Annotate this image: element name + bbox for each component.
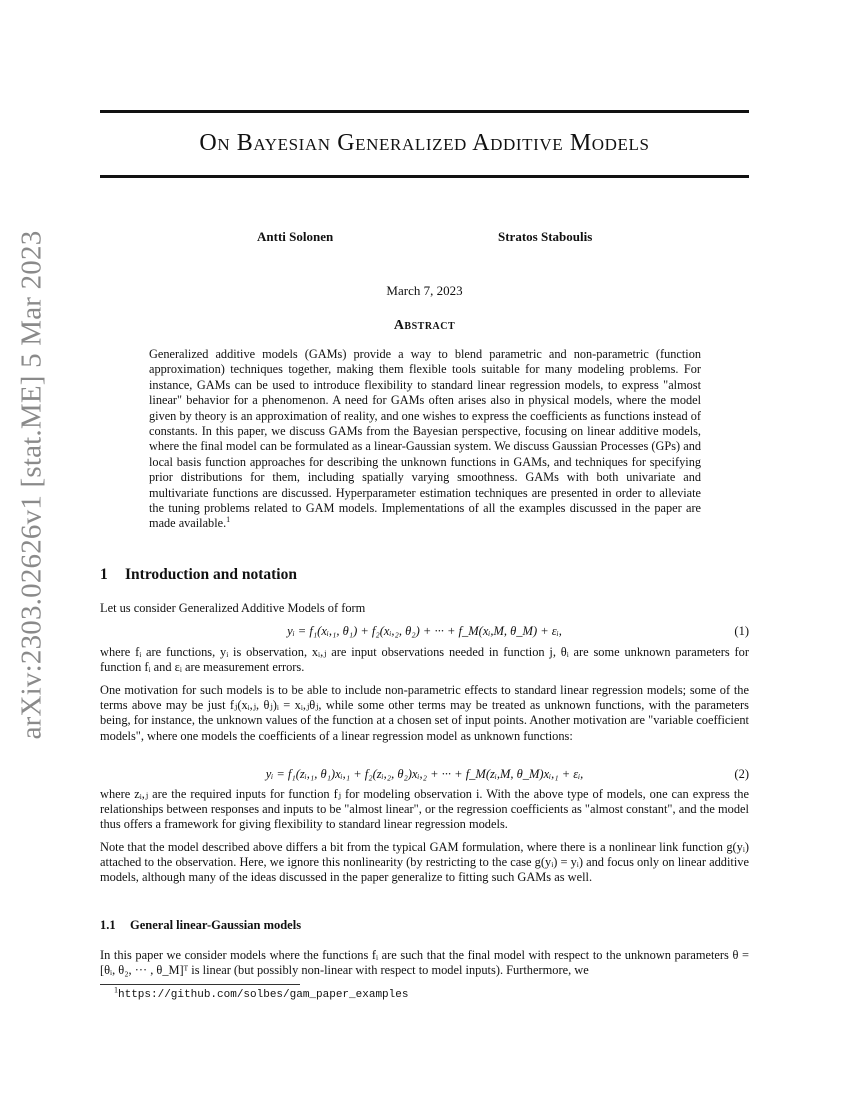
equation-number: (1)	[734, 624, 749, 638]
arxiv-identifier: arXiv:2303.02626v1 [stat.ME] 5 Mar 2023	[15, 230, 48, 740]
subsection-number: 1.1	[100, 918, 116, 932]
subsection-title: General linear-Gaussian models	[130, 918, 302, 932]
paragraph: Note that the model described above differs a bit from the typical GAM formulation, where there is a nonlinear link function g(yᵢ) attached to the observation. Here, we ignore this nonlinearity (by restricting to the case g(yᵢ) = yᵢ) and focus only on linear additive models, although many of the ideas discussed in the paper generalize to fitting such GAMs as well.	[100, 840, 749, 885]
equation-2	[100, 767, 749, 785]
author-1: Antti Solonen	[257, 229, 334, 244]
paper-title: On Bayesian Generalized Additive Models	[199, 130, 650, 156]
subsection-heading	[100, 918, 301, 933]
footnote-rule	[100, 984, 300, 985]
abstract-heading: Abstract	[393, 318, 456, 333]
paragraph: In this paper we consider models where the functions fᵢ are such that the final model with respect to the unknown parameters θ = [θᵢ, θ₂, ··· , θ_M]ᵀ is linear (but possibly non-linear with respect to model inputs). Furthermore, we	[100, 948, 749, 978]
paragraph: where fᵢ are functions, yᵢ is observation, xᵢ,ⱼ are input observations needed in function j, θᵢ are some unknown parameters for function fᵢ and εᵢ are measurement errors.	[100, 645, 749, 675]
footnote-number: 1	[114, 985, 118, 995]
paragraph: where zᵢ,ⱼ are the required inputs for function fⱼ for modeling observation i. With the above type of models, one can express the relationships between responses and inputs to be "almost linear", or the regression coefficients as "almost constant", and the model thus offers a framework for giving flexibility to standard linear regression models.	[100, 787, 749, 832]
arxiv-sidebar	[2, 230, 62, 740]
section-number: 1	[100, 566, 108, 583]
equation-formula: yᵢ = f₁(zᵢ,₁, θ₁)xᵢ,₁ + f₂(zᵢ,₂, θ₂)xᵢ,₂ + ··· + f_M(zᵢ,M, θ_M)xᵢ,₁ + εᵢ,	[265, 767, 584, 781]
paragraph: One motivation for such models is to be able to include non-parametric effects to standard linear regression models; some of the terms above may be just fⱼ(xᵢ,ⱼ, θⱼ)ᵢ = xᵢ,ⱼθⱼ, while some other terms may be treated as unknown functions, with the parameters being, for instance, the unknown values of the function at a chosen set of input points. Another motivation are "variable coefficient models", where one models the coefficients of a linear regression model as unknown functions:	[100, 683, 749, 743]
footnote-url[interactable]: https://github.com/solbes/gam_paper_examples	[118, 989, 409, 1001]
equation-formula: yᵢ = f₁(xᵢ,₁, θ₁) + f₂(xᵢ,₂, θ₂) + ··· + f_M(xᵢ,M, θ_M) + εᵢ,	[287, 624, 562, 638]
footnote-mark[interactable]: 1	[226, 515, 231, 525]
footnote	[114, 985, 409, 1001]
section-heading	[100, 566, 297, 584]
title-rule-bottom	[100, 175, 749, 178]
abstract-text: Generalized additive models (GAMs) provide a way to blend parametric and non-parametric (function approximation) techniques together, making them flexible tools suitable for many modeling problems. For instance, GAMs can be used to introduce flexibility to standard linear regression models, to express "almost linear" behavior for a phenomenon. A need for GAMs often arises also in physical models, where the model given by theory is an approximation of reality, and one wishes to express the coefficients as functions instead of constants. In this paper, we discuss GAMs from the Bayesian perspective, focusing on linear additive models, where the final model can be formulated as a linear-Gaussian system. We discuss Gaussian Processes (GPs) and local basis function approaches for describing the unknown functions in GAMs, and techniques for specifying prior distributions for them, including spatially varying smoothness. GAMs with both univariate and multivariate functions are discussed. Hyperparameter estimation techniques are presented in order to alleviate the tuning problems related to GAM models. Implementations of all the examples discussed in the paper are made available.$^1$	[149, 347, 701, 531]
paragraph: Let us consider Generalized Additive Models of form	[100, 601, 366, 615]
equation-number: (2)	[734, 767, 749, 781]
section-title: Introduction and notation	[125, 566, 297, 583]
equation-1	[100, 624, 749, 642]
title-rule-top	[100, 110, 749, 113]
author-2: Stratos Staboulis	[498, 229, 593, 244]
paper-date: March 7, 2023	[386, 283, 463, 298]
